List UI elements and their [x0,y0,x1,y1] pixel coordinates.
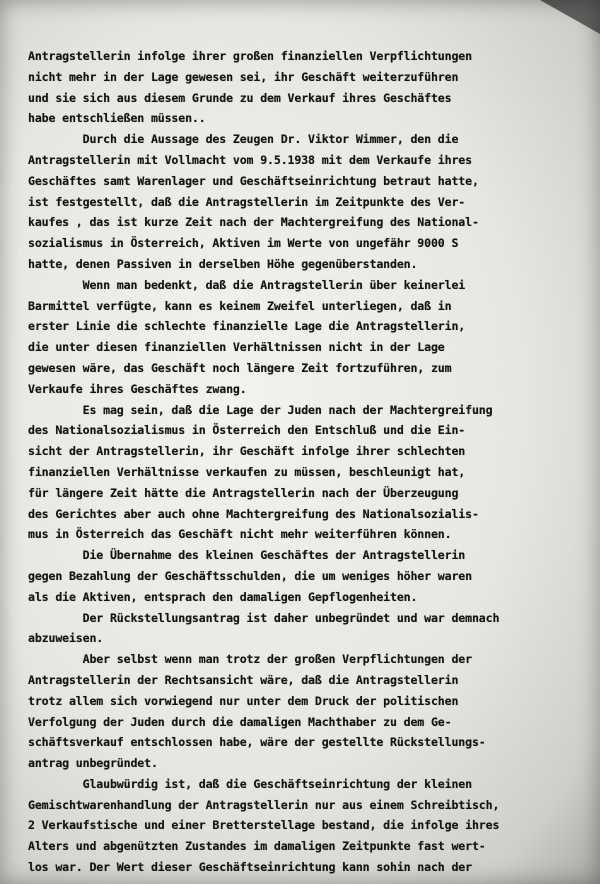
text-line: gewesen wäre, das Geschäft noch längere Zeit fortzuführen, zum [28,360,452,375]
text-line: schäftsverkauf entschlossen habe, wäre der gestellte Rückstellungs- [28,735,486,750]
text-line: Barmittel verfügte, kann es keinem Zweifel unterliegen, daß in [28,298,452,313]
text-line: Verkaufe ihres Geschäftes zwang. [28,381,247,396]
text-line: mus in Österreich das Geschäft nicht mehr weiterführen können. [28,527,452,542]
document-body [28,46,596,878]
text-line: Aber selbst wenn man trotz der großen Verpflichtungen der [28,652,472,667]
text-line: habe entschließen müssen.. [28,111,206,126]
text-line: als die Aktiven, entsprach den damaligen Gepflogenheiten. [28,589,418,604]
text-line: nicht mehr in der Lage gewesen sei, ihr Geschäft weiterzuführen [28,69,459,84]
text-line: Die Übernahme des kleinen Geschäftes der Antragstellerin [28,548,466,563]
text-line: gegen Bezahlung der Geschäftsschulden, die um weniges höher waren [28,568,472,583]
text-line: finanziellen Verhältnisse verkaufen zu müssen, beschleunigt hat, [28,464,466,479]
text-line: Antragstellerin infolge ihrer großen finanziellen Verpflichtungen [28,49,472,63]
text-line: Gemischtwarenhandlung der Antragstellerin nur aus einem Schreibtisch, [28,797,500,812]
text-line: antrag unbegründet. [28,756,158,771]
text-line: Alters und abgenützten Zustandes im damaligen Zeitpunkte fast wert- [28,839,486,854]
text-line: Antragstellerin mit Vollmacht vom 9.5.1938 mit dem Verkaufe ihres [28,152,472,167]
text-line: los war. Der Wert dieser Geschäftseinrichtung kann sohin nach der [28,860,472,875]
text-line: kaufes , das ist kurze Zeit nach der Machtergreifung des National- [28,215,479,230]
text-line: abzuweisen. [28,631,104,646]
text-line: Wenn man bedenkt, daß die Antragstellerin über keinerlei [28,277,466,292]
text-line: sozialismus in Österreich, Aktiven im Werte von ungefähr 9000 S [28,236,459,251]
text-line: trotz allem sich vorwiegend nur unter dem Druck der politischen [28,693,459,708]
text-line: ist festgestellt, daß die Antragstellerin im Zeitpunkte des Ver- [28,194,466,209]
text-line: Es mag sein, daß die Lage der Juden nach der Machtergreifung [28,402,493,417]
text-line: Antragstellerin der Rechtsansicht wäre, daß die Antragstellerin [28,672,459,687]
text-line: erster Linie die schlechte finanzielle Lage die Antragstellerin, [28,319,466,334]
text-line: 2 Verkaufstische und einer Bretterstellage bestand, die infolge ihres [28,818,500,833]
text-line: Der Rückstellungsantrag ist daher unbegründet und war demnach [28,610,500,625]
text-line: des Nationalsozialismus in Österreich den Entschluß und die Ein- [28,423,466,438]
text-line: für längere Zeit hätte die Antragstellerin nach der Überzeugung [28,485,459,500]
text-line: hatte, denen Passiven in derselben Höhe gegenüberstanden. [28,256,418,271]
folded-corner [540,0,600,34]
text-line: Geschäftes samt Warenlager und Geschäftseinrichtung betraut hatte, [28,173,479,188]
text-line: Glaubwürdig ist, daß die Geschäftseinrichtung der kleinen [28,776,472,791]
text-line: sicht der Antragstellerin, ihr Geschäft infolge ihrer schlechten [28,444,466,459]
text-line: Durch die Aussage des Zeugen Dr. Viktor Wimmer, den die [28,132,459,147]
text-line: die unter diesen finanziellen Verhältnissen nicht in der Lage [28,340,445,355]
text-line: Verfolgung der Juden durch die damaligen Machthaber zu dem Ge- [28,714,452,729]
text-line: und sie sich aus diesem Grunde zu dem Verkauf ihres Geschäftes [28,90,452,105]
text-line: des Gerichtes aber auch ohne Machtergreifung des Nationalsozialis- [28,506,479,521]
